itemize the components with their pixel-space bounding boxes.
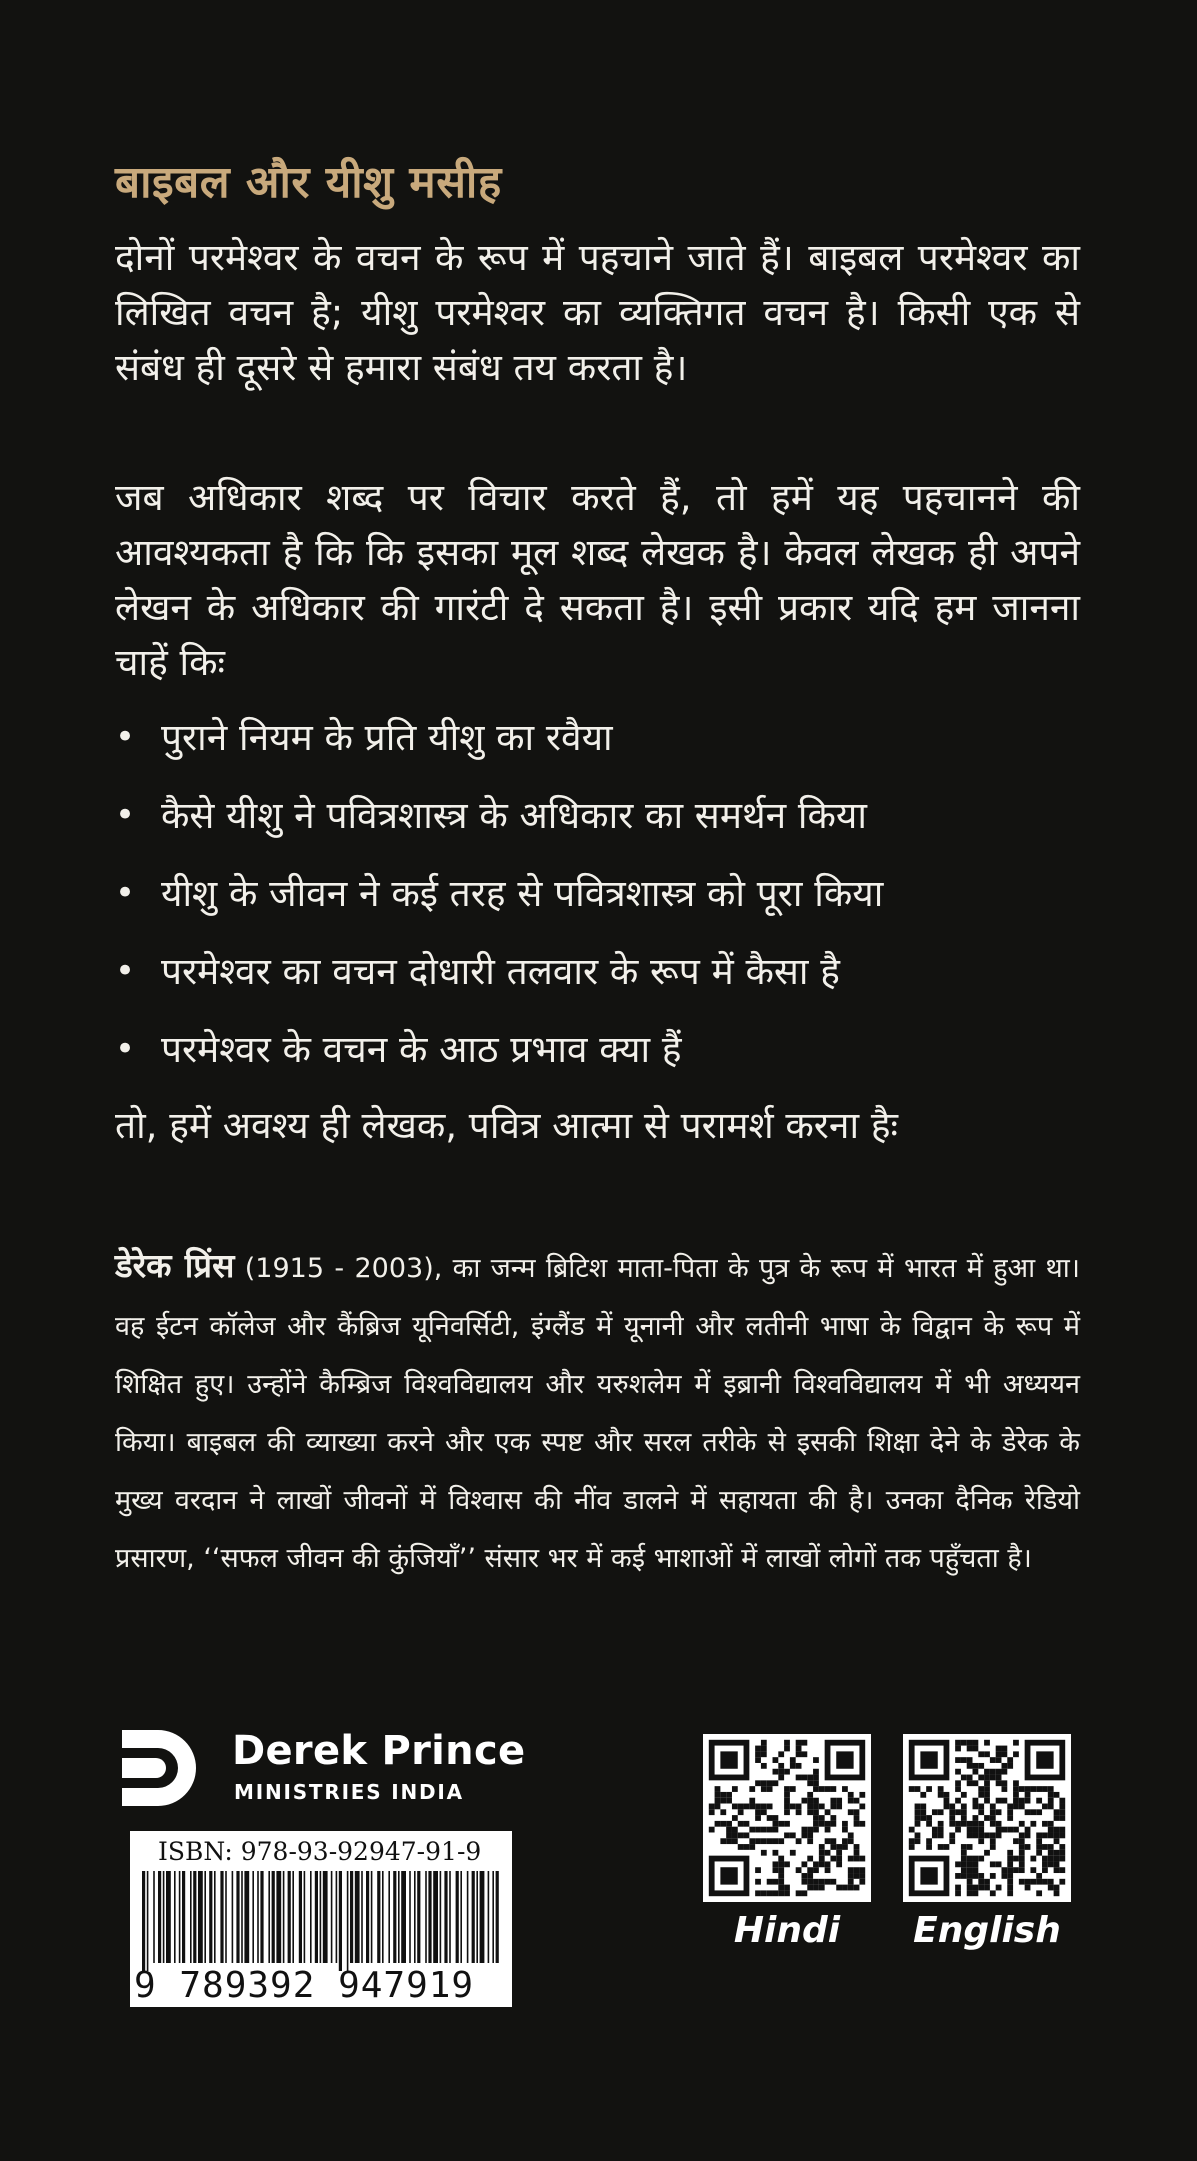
qr-code-icon <box>903 1734 1071 1902</box>
bullet-icon: • <box>115 795 136 835</box>
logo-subtitle: MINISTRIES INDIA <box>234 1780 464 1804</box>
logo-name: Derek Prince <box>232 1728 526 1774</box>
bullet-icon: • <box>115 717 136 757</box>
qr-code-hindi[interactable] <box>703 1734 871 1902</box>
bullet-icon: • <box>115 951 136 991</box>
author-bio <box>115 1237 1080 1588</box>
qr-code-english[interactable] <box>903 1734 1071 1902</box>
isbn-label: ISBN: 978-93-92947-91-9 <box>158 1837 482 1866</box>
list-item <box>115 788 1080 866</box>
qr-code-icon <box>703 1734 871 1902</box>
bullet-icon: • <box>115 1029 136 1069</box>
list-item <box>115 1022 1080 1100</box>
author-bio-text: (1915 - 2003), का जन्म ब्रिटिश माता-पिता के पुत्र के रूप में भारत में हुआ था। वह ईटन कॉलेज और कैंब्रिज यूनिवर्सिटी, इंग्लैंड में यूनानी और लतीनी भाषा के विद्वान के रूप में शिक्षित हुए। उन्होंने कैम्ब्रिज विश्वविद्यालय और यरुशलेम में इब्रानी विश्वविद्यालय में भी अध्ययन किया। बाइबल की व्याख्या करने और एक स्पष्ट और सरल तरीके से इसकी शिक्षा देने के डेरेक के मुख्य वरदान ने लाखों जीवनों में विश्वास की नींव डालने में सहायता की है। उनका दैनिक रेडियो प्रसारण, ‘‘सफल जीवन की कुंजियाँ’’ संसार भर में कई भाशाओं में लाखों लोगों तक पहुँचता है। <box>115 1253 1081 1574</box>
bullet-icon: • <box>115 873 136 913</box>
publisher-logo <box>118 1722 538 1812</box>
list-item-text: कैसे यीशु ने पवित्रशास्त्र के अधिकार का समर्थन किया <box>161 794 867 837</box>
author-name: डेरेक प्रिंस <box>115 1246 235 1285</box>
list-item-text: परमेश्वर के वचन के आठ प्रभाव क्या हैं <box>161 1028 682 1071</box>
list-item <box>115 710 1080 788</box>
qr-label-english: English <box>913 1910 1061 1951</box>
topic-list <box>115 710 1080 1100</box>
derek-prince-logo-icon <box>118 1726 202 1810</box>
list-item-text: पुराने नियम के प्रति यीशु का रवैया <box>161 716 613 759</box>
isbn-barcode <box>130 1831 512 2007</box>
closing-paragraph: तो, हमें अवश्य ही लेखक, पवित्र आत्मा से परामर्श करना हैः <box>115 1104 898 1147</box>
barcode-number: 9 789392 947919 <box>134 1965 475 2006</box>
intro-paragraph: दोनों परमेश्वर के वचन के रूप में पहचाने जाते हैं। बाइबल परमेश्वर का लिखित वचन है; यीशु परमेश्वर का व्यक्तिगत वचन है। किसी एक से संबंध ही दूसरे से हमारा संबंध तय करता है। <box>115 236 1080 389</box>
list-item-text: यीशु के जीवन ने कई तरह से पवित्रशास्त्र को पूरा किया <box>161 872 884 915</box>
authority-paragraph: जब अधिकार शब्द पर विचार करते हैं, तो हमें यह पहचानने की आवश्यकता है कि कि इसका मूल शब्द लेखक है। केवल लेखक ही अपने लेखन के अधिकार की गारंटी दे सकता है। इसी प्रकार यदि हम जानना चाहें किः <box>115 476 1080 684</box>
page-title: बाइबल और यीशु मसीह <box>115 157 502 208</box>
list-item <box>115 944 1080 1022</box>
qr-label-hindi: Hindi <box>733 1910 841 1951</box>
barcode-bars-icon <box>140 1871 502 1971</box>
list-item-text: परमेश्वर का वचन दोधारी तलवार के रूप में कैसा है <box>161 950 840 993</box>
list-item <box>115 866 1080 944</box>
